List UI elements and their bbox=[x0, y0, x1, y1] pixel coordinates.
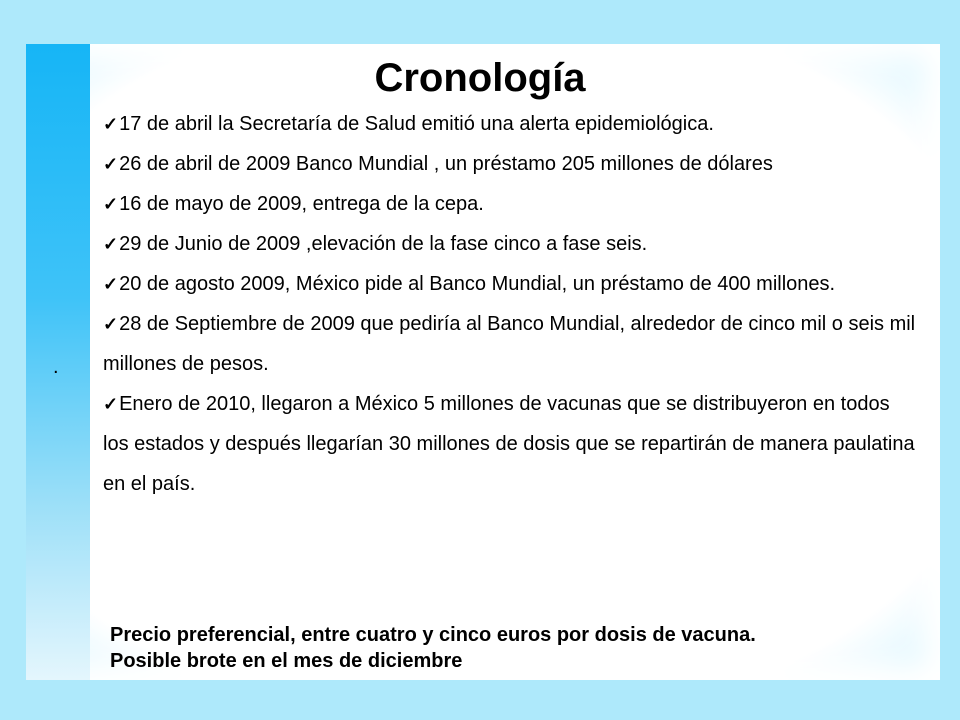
checkmark-icon: ✓ bbox=[103, 234, 119, 254]
footer-line-price: Precio preferencial, entre cuatro y cinco euros por dosis de vacuna. bbox=[110, 624, 756, 646]
checkmark-icon: ✓ bbox=[103, 154, 119, 174]
timeline-item bbox=[103, 104, 918, 144]
timeline-item-text: 26 de abril de 2009 Banco Mundial , un préstamo 205 millones de dólares bbox=[119, 153, 773, 175]
timeline-item-text: 29 de Junio de 2009 ,elevación de la fase cinco a fase seis. bbox=[119, 233, 648, 255]
timeline-item-text: 17 de abril la Secretaría de Salud emitió una alerta epidemiológica. bbox=[119, 113, 714, 135]
footer-note bbox=[110, 622, 920, 674]
timeline-item bbox=[103, 264, 918, 304]
checkmark-icon: ✓ bbox=[103, 394, 119, 414]
timeline-list bbox=[103, 104, 918, 504]
checkmark-icon: ✓ bbox=[103, 194, 119, 214]
timeline-item-text: 20 de agosto 2009, México pide al Banco Mundial, un préstamo de 400 millones. bbox=[119, 273, 836, 295]
timeline-item-text: Enero de 2010, llegaron a México 5 millones de vacunas que se distribuyeron en todos los estados y después llegarían 30 millones de dosis que se repartirán de manera paulatina en el país. bbox=[103, 393, 915, 495]
sidebar-marker: . bbox=[53, 356, 59, 378]
timeline-item-text: 28 de Septiembre de 2009 que pediría al Banco Mundial, alrededor de cinco mil o seis mil millones de pesos. bbox=[103, 313, 916, 375]
timeline-item bbox=[103, 384, 918, 504]
footer-line-outbreak: Posible brote en el mes de diciembre bbox=[110, 650, 463, 672]
timeline-item bbox=[103, 224, 918, 264]
checkmark-icon: ✓ bbox=[103, 314, 119, 334]
timeline-item bbox=[103, 304, 918, 384]
timeline-item bbox=[103, 184, 918, 224]
slide-title: Cronología bbox=[374, 56, 586, 100]
timeline-item-text: 16 de mayo de 2009, entrega de la cepa. bbox=[119, 193, 484, 215]
checkmark-icon: ✓ bbox=[103, 274, 119, 294]
timeline-item bbox=[103, 144, 918, 184]
checkmark-icon: ✓ bbox=[103, 114, 119, 134]
